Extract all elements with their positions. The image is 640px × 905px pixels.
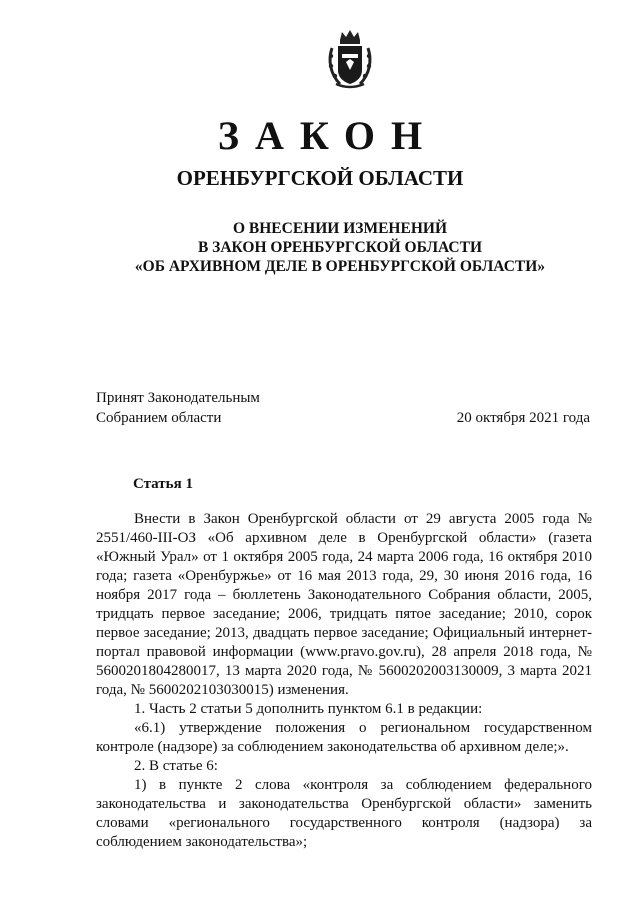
adoption-line: Собранием области [96, 410, 222, 426]
document-subtitle: ОРЕНБУРГСКОЙ ОБЛАСТИ [176, 166, 464, 190]
article-paragraph: 1) в пункте 2 слова «контроля за соблюдением федерального законодательства и законодательства Оренбургской области» заменить словами «регионального государственного контроля (надзора) за соблюдением законодательства»; [96, 777, 592, 850]
article-paragraph: 2. В статье 6: [134, 758, 218, 774]
document-title: ЗАКОН [217, 113, 439, 158]
article-paragraph: 1. Часть 2 статьи 5 дополнить пунктом 6.1 в редакции: [134, 701, 483, 717]
law-heading-line: О ВНЕСЕНИИ ИЗМЕНЕНИЙ [232, 220, 447, 237]
article-title: Статья 1 [133, 476, 193, 492]
article-paragraph: Внести в Закон Оренбургской области от 29 августа 2005 года № 2551/460-III-ОЗ «Об архивном деле в Оренбургской области» (газета «Южный Урал» от 1 октября 2005 года, 24 марта 2006 года, 16 октября 2010 года; газета «Оренбуржье» от 16 мая 2013 года, 29, 30 июня 2016 года, 16 ноября 2017 года – бюллетень Законодательного Собрания области, 2005, тридцать первое заседание; 2006, тридцать пятое заседание; 2010, сорок первое заседание; 2013, двадцать первое заседание; Официальный интернет-портал правовой информации (www.pravo.gov.ru), 28 апреля 2018 года, № 5600201804280017, 13 марта 2020 года, № 5600202003130009, 3 марта 2021 года, № 5600202103030015) изменения. [96, 511, 592, 698]
law-heading [80, 219, 600, 276]
adoption-date: 20 октября 2021 года [456, 410, 590, 426]
adoption-line: Принят Законодательным [96, 390, 260, 406]
article-body [96, 510, 592, 852]
adoption-note [96, 388, 260, 428]
law-heading-line: В ЗАКОН ОРЕНБУРГСКОЙ ОБЛАСТИ [197, 239, 483, 256]
article-paragraph: «6.1) утверждение положения о региональном государственном контроле (надзоре) за соблюдением законодательства об архивном деле;». [96, 720, 592, 755]
law-heading-line: «ОБ АРХИВНОМ ДЕЛЕ В ОРЕНБУРГСКОЙ ОБЛАСТИ» [134, 258, 546, 275]
orenburg-coat-of-arms-icon [326, 26, 374, 90]
